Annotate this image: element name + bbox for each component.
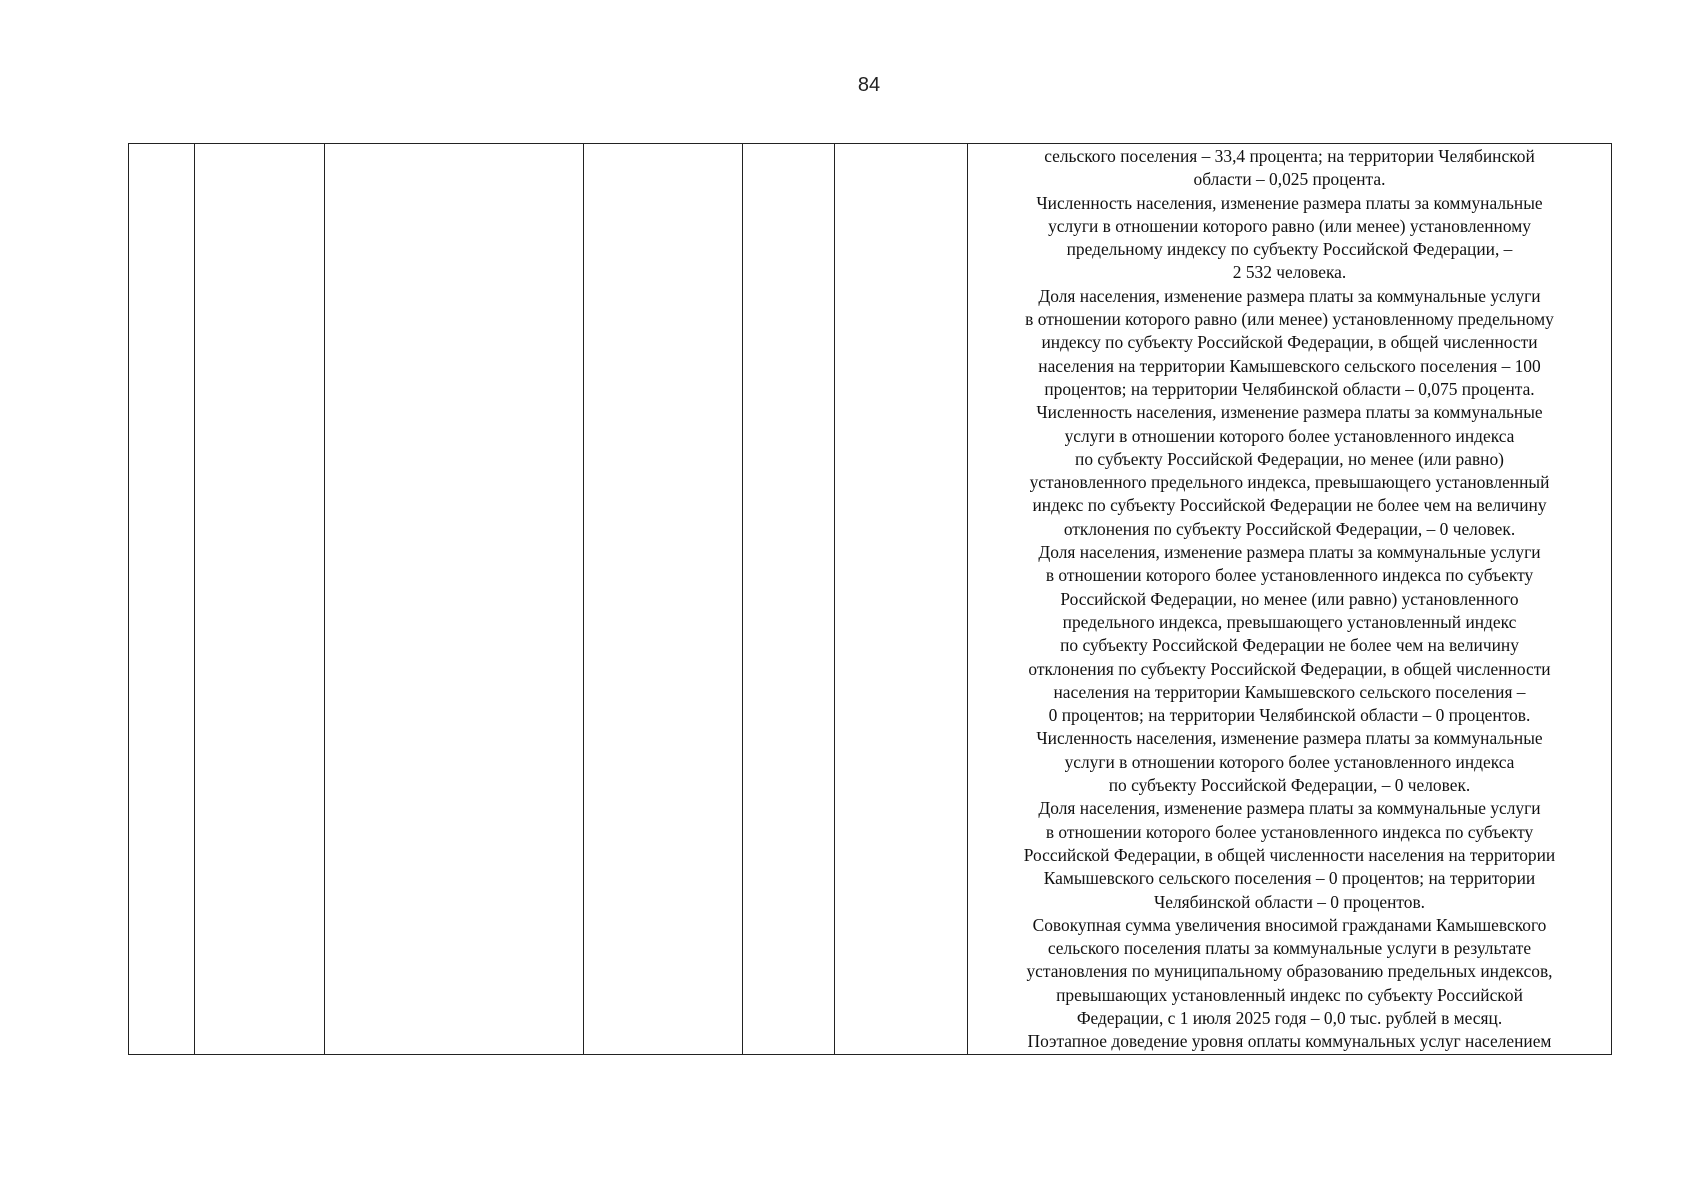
empty-cell-4 bbox=[584, 144, 743, 1055]
text-line: в отношении которого равно (или менее) установленному предельному bbox=[1025, 309, 1554, 330]
text-line: установленного предельного индекса, превышающего установленный bbox=[1029, 472, 1550, 493]
text-line: Российской Федерации, но менее (или равно) установленного bbox=[1060, 588, 1519, 609]
text-line: 2 532 человека. bbox=[1232, 262, 1347, 283]
text-line: предельному индексу по субъекту Российской Федерации, – bbox=[1066, 239, 1513, 260]
text-line: установления по муниципальному образованию предельных индексов, bbox=[1026, 961, 1553, 982]
text-line: по субъекту Российской Федерации не более чем на величину bbox=[1060, 635, 1519, 656]
text-line: по субъекту Российской Федерации, – 0 человек. bbox=[1108, 775, 1471, 796]
text-line: процентов; на территории Челябинской области – 0,075 процента. bbox=[1044, 378, 1535, 399]
empty-cell-2 bbox=[195, 144, 325, 1055]
text-line: Камышевского сельского поселения – 0 процентов; на территории bbox=[1043, 868, 1536, 889]
text-line: услуги в отношении которого более установленного индекса bbox=[1064, 751, 1515, 772]
text-line: Численность населения, изменение размера платы за коммунальные bbox=[1036, 192, 1543, 213]
empty-cell-6 bbox=[835, 144, 968, 1055]
text-line: превышающих установленный индекс по субъекту Российской bbox=[1056, 984, 1523, 1005]
text-line: 0 процентов; на территории Челябинской области – 0 процентов. bbox=[1048, 705, 1531, 726]
text-line: отклонения по субъекту Российской Федерации, – 0 человек. bbox=[1063, 518, 1516, 539]
text-line: услуги в отношении которого более установленного индекса bbox=[1064, 425, 1515, 446]
text-line: Численность населения, изменение размера платы за коммунальные bbox=[1036, 728, 1543, 749]
page-number: 84 bbox=[857, 74, 881, 96]
text-line: по субъекту Российской Федерации, но менее (или равно) bbox=[1075, 448, 1504, 469]
empty-cell-3 bbox=[325, 144, 584, 1055]
text-line: в отношении которого более установленного индекса по субъекту bbox=[1045, 565, 1534, 586]
text-line: Российской Федерации, в общей численности населения на территории bbox=[1023, 844, 1556, 865]
text-line: области – 0,025 процента. bbox=[1193, 169, 1386, 190]
text-line: Доля населения, изменение размера платы за коммунальные услуги bbox=[1038, 285, 1541, 306]
text-line: Поэтапное доведение уровня оплаты коммунальных услуг населением bbox=[1027, 1031, 1552, 1052]
text-line: сельского поселения платы за коммунальные услуги в результате bbox=[1047, 938, 1532, 959]
text-line: отклонения по субъекту Российской Федерации, в общей численности bbox=[1028, 658, 1551, 679]
empty-cell-1 bbox=[129, 144, 195, 1055]
text-line: Совокупная сумма увеличения вносимой гражданами Камышевского bbox=[1032, 914, 1547, 935]
text-line: Федерации, с 1 июля 2025 годя – 0,0 тыс. рублей в месяц. bbox=[1076, 1007, 1503, 1028]
text-line: населения на территории Камышевского сельского поселения – 100 bbox=[1038, 355, 1541, 376]
text-line: сельского поселения – 33,4 процента; на территории Челябинской bbox=[1044, 146, 1535, 166]
document-table bbox=[128, 143, 1612, 1055]
empty-cell-5 bbox=[743, 144, 835, 1055]
text-line: Челябинской области – 0 процентов. bbox=[1153, 891, 1425, 912]
text-line: предельного индекса, превышающего установленный индекс bbox=[1062, 611, 1517, 632]
text-line: Численность населения, изменение размера платы за коммунальные bbox=[1036, 402, 1543, 423]
text-line: в отношении которого более установленного индекса по субъекту bbox=[1045, 821, 1534, 842]
text-line: индексу по субъекту Российской Федерации, в общей численности bbox=[1041, 332, 1538, 353]
text-line: населения на территории Камышевского сельского поселения – bbox=[1053, 681, 1526, 702]
description-text bbox=[968, 144, 1611, 1054]
text-line: индекс по субъекту Российской Федерации не более чем на величину bbox=[1032, 495, 1547, 516]
table-row bbox=[129, 144, 1612, 1055]
text-line: Доля населения, изменение размера платы за коммунальные услуги bbox=[1038, 798, 1541, 819]
description-cell bbox=[968, 144, 1612, 1055]
text-line: Доля населения, изменение размера платы за коммунальные услуги bbox=[1038, 542, 1541, 563]
text-line: услуги в отношении которого равно (или менее) установленному bbox=[1048, 215, 1531, 236]
